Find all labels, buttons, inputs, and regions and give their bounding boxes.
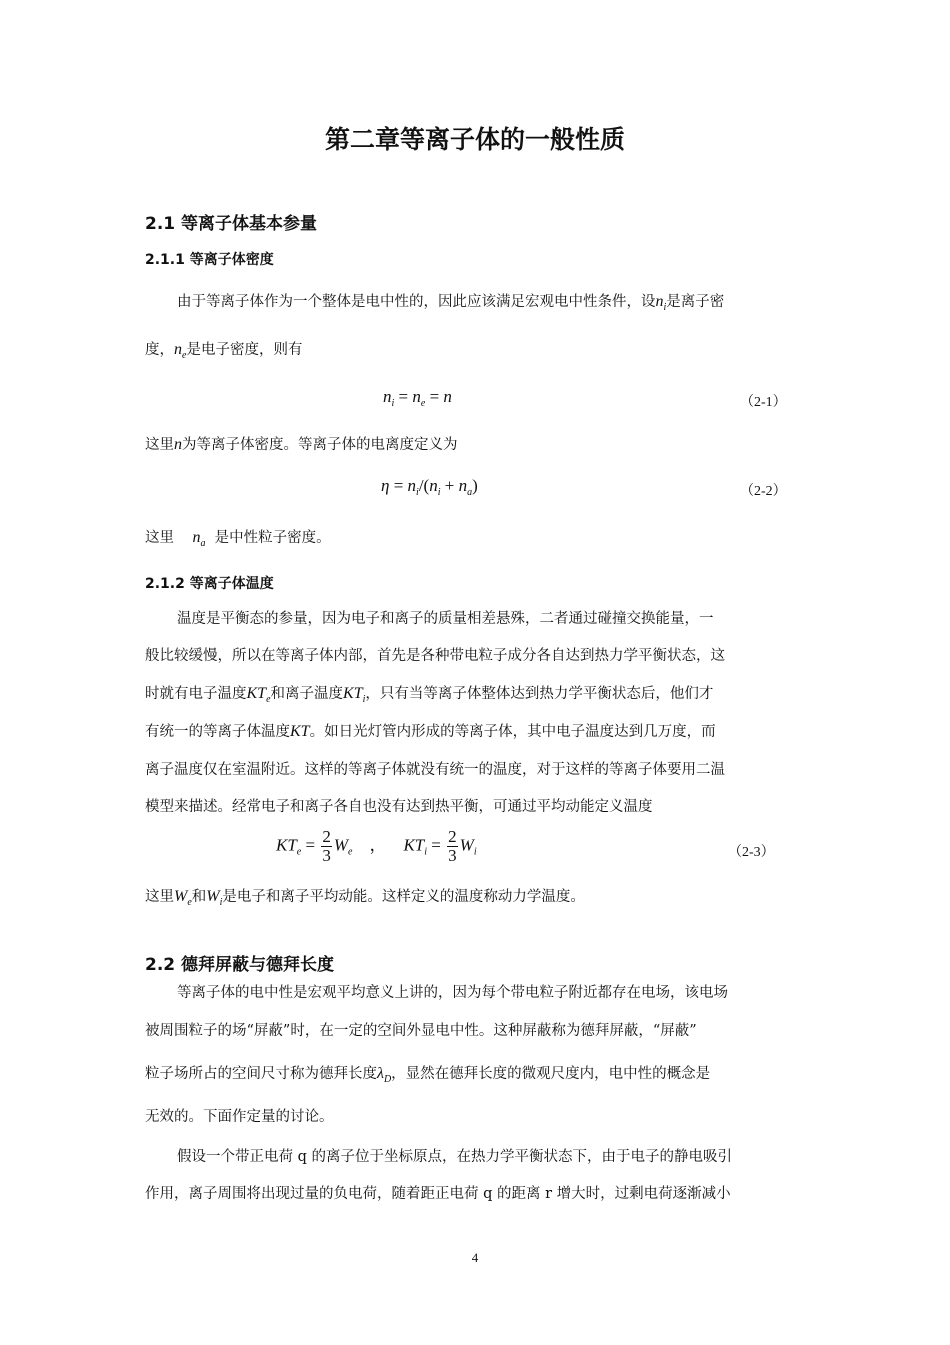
- temperature-line5: 离子温度仅在室温附近。这样的等离子体就没有统一的温度，对于这样的等离子体要用二温: [145, 762, 725, 778]
- paragraph-neutral-density: 这里 $n_a$ 是中性粒子密度。: [145, 529, 331, 549]
- fraction: $\frac{2}{3}$: [322, 827, 331, 865]
- equation-number: （2-2）: [740, 484, 787, 499]
- temperature-line3: 时就有电子温度$KT_e$和离子温度$KT_i$，只有当等离子体整体达到热力学平衡状态后，他们才: [145, 685, 714, 705]
- paragraph-density-definition: 这里n为等离子体密度。等离子体的电离度定义为: [145, 436, 458, 453]
- temperature-line1: 温度是平衡态的参量，因为电子和离子的质量相差悬殊，二者通过碰撞交换能量，一: [177, 611, 714, 627]
- equation-2-1: $n_i = n_e = n$: [383, 387, 452, 409]
- temperature-line2: 般比较缓慢，所以在等离子体内部，首先是各种带电粒子成分各自达到热力学平衡状态，这: [145, 648, 725, 664]
- temperature-line4: 有统一的等离子体温度KT。如日光灯管内形成的等离子体，其中电子温度达到几万度，而: [145, 723, 716, 740]
- debye-line2: 被周围粒子的场“屏蔽”时，在一定的空间外显电中性。这种屏蔽称为德拜屏蔽，“屏蔽”: [145, 1023, 697, 1039]
- page-title: 第二章等离子体的一般性质: [324, 125, 625, 154]
- temperature-line6: 模型来描述。经常电子和离子各自也没有达到热平衡，可通过平均动能定义温度: [145, 799, 653, 815]
- section-2-2-heading: 2.2 德拜屏蔽与德拜长度: [145, 955, 335, 975]
- paragraph-density-line2: 度，$n_e$是电子密度，则有: [145, 341, 303, 361]
- paragraph-density-line1: 由于等离子体作为一个整体是电中性的，因此应该满足宏观电中性条件，设$n_i$是离子密: [177, 293, 725, 313]
- equation-number: （2-1）: [740, 395, 787, 410]
- debye-line5: 假设一个带正电荷 q 的离子位于坐标原点，在热力学平衡状态下，由于电子的静电吸引: [177, 1149, 732, 1165]
- debye-line1: 等离子体的电中性是宏观平均意义上讲的，因为每个带电粒子附近都存在电场，该电场: [177, 985, 728, 1001]
- section-2-1-2-heading: 2.1.2 等离子体温度: [145, 576, 274, 592]
- section-2-1-1-heading: 2.1.1 等离子体密度: [145, 252, 274, 268]
- page-number: 4: [471, 1250, 479, 1265]
- debye-line3: 粒子场所占的空间尺寸称为德拜长度$\lambda_D$，显然在德拜长度的微观尺度内，电中性的概念是: [145, 1065, 711, 1085]
- section-2-1-heading: [145, 209, 317, 234]
- equation-number: （2-3）: [728, 845, 775, 860]
- fraction: $\frac{2}{3}$: [448, 827, 457, 865]
- equation-2-2: $\eta = n_i/(n_i + n_a)$: [381, 476, 478, 498]
- section-number: 2.1: [145, 214, 176, 234]
- debye-line6: 作用，离子周围将出现过量的负电荷，随着距正电荷 q 的距离 r 增大时，过剩电荷逐渐减小: [145, 1186, 731, 1202]
- section-title: 等离子体基本参量: [181, 214, 318, 234]
- paragraph-kinetic-temperature: 这里$W_e$和$W_i$是电子和离子平均动能。这样定义的温度称动力学温度。: [145, 888, 585, 908]
- equation-2-3: $KT_e$ = $\frac{2}{3}$ $W_e$ ， $KT_i$ = $\frac{2}{3}$ $W_i$: [276, 827, 477, 865]
- debye-line4: 无效的。下面作定量的讨论。: [145, 1109, 334, 1125]
